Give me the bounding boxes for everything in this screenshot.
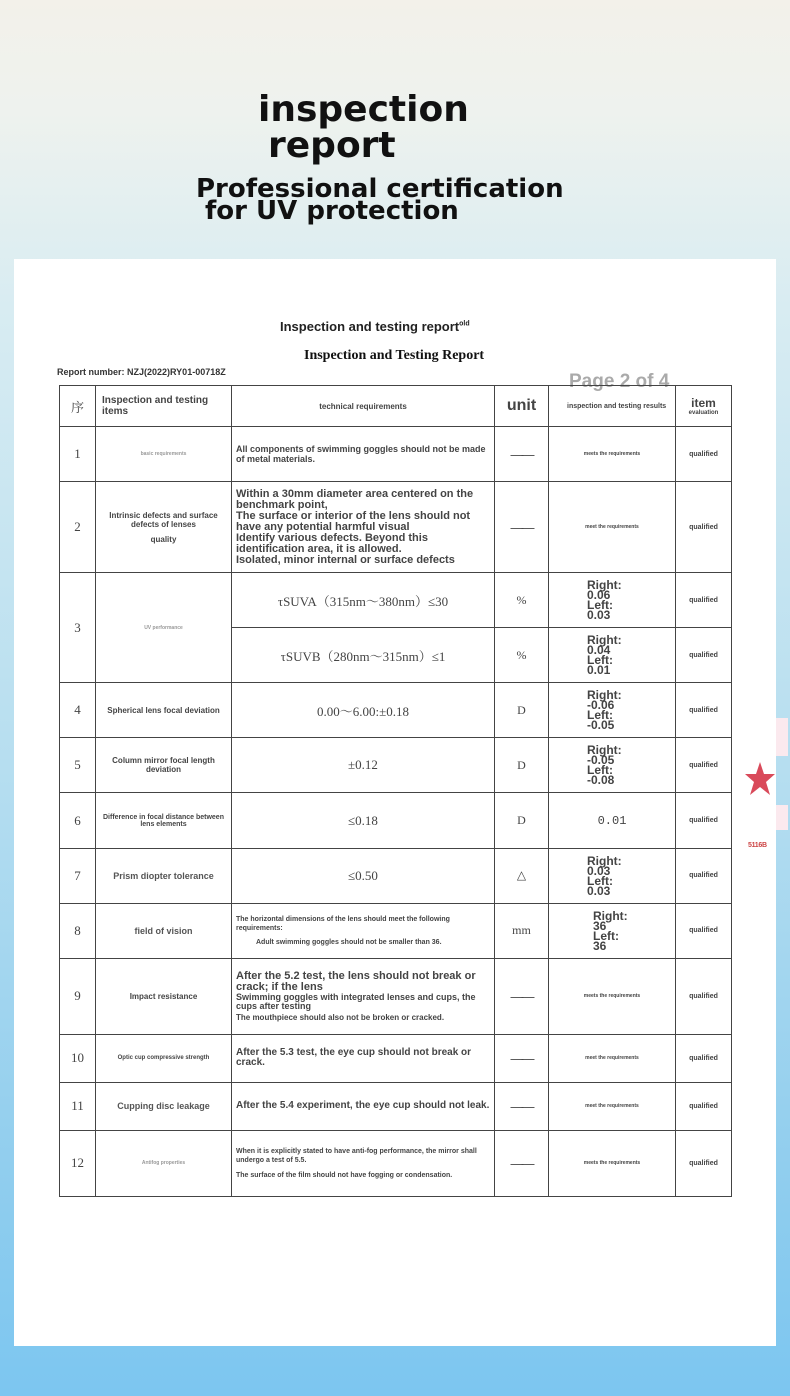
stamp-ribbon bbox=[776, 718, 788, 756]
req-line: Swimming goggles with integrated lenses and cups, the cups after testing bbox=[236, 991, 476, 1011]
result-right-value: 0.04 bbox=[587, 643, 611, 658]
header-items: Inspection and testing items bbox=[96, 386, 232, 427]
row-evaluation: qualified bbox=[676, 427, 732, 482]
table-row bbox=[60, 903, 732, 958]
row-result: 0.01 bbox=[549, 793, 676, 848]
document-title-superscript: old bbox=[459, 320, 470, 328]
req-line: After the 5.2 test, the lens should not break or crack; if the lens bbox=[236, 969, 476, 993]
req-line: Isolated, minor internal or surface defects bbox=[236, 553, 455, 566]
report-paper bbox=[14, 259, 776, 1346]
row-result bbox=[549, 683, 676, 738]
row-item: Spherical lens focal deviation bbox=[96, 683, 232, 738]
row-evaluation: qualified bbox=[676, 903, 732, 958]
row-requirement: ≤0.18 bbox=[232, 793, 495, 848]
header-seq: 序 bbox=[60, 386, 96, 427]
result-left-label: Left: bbox=[593, 928, 619, 943]
page-number: Page 2 of 4 bbox=[569, 371, 670, 392]
row-requirement: τSUVB（280nm～315nm）≤1 bbox=[232, 628, 495, 683]
row-item: Optic cup compressive strength bbox=[96, 1034, 232, 1082]
row-unit: —— bbox=[495, 482, 549, 573]
row-item: Difference in focal distance between lens elements bbox=[96, 793, 232, 848]
row-evaluation: qualified bbox=[676, 1130, 732, 1196]
row-result bbox=[549, 628, 676, 683]
row-unit: —— bbox=[495, 1130, 549, 1196]
row-seq: 1 bbox=[60, 427, 96, 482]
req-line: The mouthpiece should also not be broken or cracked. bbox=[236, 1012, 445, 1022]
req-line: The horizontal dimensions of the lens should meet the following requirements: bbox=[236, 915, 450, 932]
row-unit: —— bbox=[495, 427, 549, 482]
result-right-label: Right: bbox=[593, 908, 628, 923]
stamp-code: 5116B bbox=[748, 842, 767, 849]
result-right-value: 0.06 bbox=[587, 588, 611, 603]
row-result: meet the requirements bbox=[549, 1034, 676, 1082]
row-result: meet the requirements bbox=[549, 1082, 676, 1130]
row-requirement: ≤0.50 bbox=[232, 848, 495, 903]
table-row bbox=[60, 1034, 732, 1082]
row-evaluation: qualified bbox=[676, 628, 732, 683]
table-row bbox=[60, 1130, 732, 1196]
row-item: UV performance bbox=[96, 573, 232, 683]
row-seq: 11 bbox=[60, 1082, 96, 1130]
row-seq: 2 bbox=[60, 482, 96, 573]
row-evaluation: qualified bbox=[676, 573, 732, 628]
row-seq: 6 bbox=[60, 793, 96, 848]
row-unit: —— bbox=[495, 1034, 549, 1082]
row-seq: 10 bbox=[60, 1034, 96, 1082]
row-requirement bbox=[232, 482, 495, 573]
hero-title bbox=[258, 89, 558, 166]
row-seq: 8 bbox=[60, 903, 96, 958]
table-row bbox=[60, 482, 732, 573]
table-row bbox=[60, 573, 732, 628]
header-eval bbox=[676, 386, 732, 427]
row-item: Antifog properties bbox=[96, 1130, 232, 1196]
result-right-label: Right: bbox=[587, 578, 622, 593]
req-line: Identify various defects. Beyond this identification area, it is allowed. bbox=[236, 531, 428, 555]
row-requirement: After the 5.3 test, the eye cup should not break or crack. bbox=[232, 1034, 495, 1082]
req-line: Adult swimming goggles should not be smaller than 36. bbox=[256, 938, 442, 946]
row-unit: % bbox=[495, 628, 549, 683]
req-line: The surface of the film should not have fogging or condensation. bbox=[236, 1171, 453, 1179]
row-requirement bbox=[232, 903, 495, 958]
result-left-value: -0.05 bbox=[587, 718, 615, 733]
row-seq: 4 bbox=[60, 683, 96, 738]
inspection-table bbox=[59, 385, 732, 1197]
row-unit: —— bbox=[495, 1082, 549, 1130]
row-result: meets the requirements bbox=[549, 427, 676, 482]
result-right-label: Right: bbox=[587, 853, 622, 868]
row-result: meets the requirements bbox=[549, 958, 676, 1034]
row-unit: mm bbox=[495, 903, 549, 958]
hero-subtitle-line1: Professional certification bbox=[196, 174, 564, 204]
row-item: basic requirements bbox=[96, 427, 232, 482]
hero-subtitle bbox=[196, 174, 616, 226]
row-unit: % bbox=[495, 573, 549, 628]
result-left-value: -0.08 bbox=[587, 773, 615, 788]
row-seq: 9 bbox=[60, 958, 96, 1034]
row-unit: D bbox=[495, 738, 549, 793]
row-requirement bbox=[232, 1130, 495, 1196]
report-number: Report number: NZJ(2022)RY01-00718Z bbox=[57, 367, 226, 377]
result-right-value: 36 bbox=[593, 918, 607, 933]
row-item: Impact resistance bbox=[96, 958, 232, 1034]
table-row bbox=[60, 958, 732, 1034]
header-eval-sub: evaluation bbox=[688, 410, 719, 417]
document-title bbox=[280, 319, 470, 334]
result-left-value: 0.03 bbox=[587, 883, 611, 898]
row-evaluation: qualified bbox=[676, 958, 732, 1034]
row-result bbox=[549, 573, 676, 628]
row-result bbox=[549, 903, 676, 958]
row-seq: 7 bbox=[60, 848, 96, 903]
row-item: Column mirror focal length deviation bbox=[96, 738, 232, 793]
row-evaluation: qualified bbox=[676, 1082, 732, 1130]
result-right-label: Right: bbox=[587, 743, 622, 758]
result-left-label: Left: bbox=[587, 653, 613, 668]
row-seq: 3 bbox=[60, 573, 96, 683]
row-evaluation: qualified bbox=[676, 848, 732, 903]
table-row bbox=[60, 793, 732, 848]
result-left-label: Left: bbox=[587, 763, 613, 778]
hero-subtitle-line2: for UV protection bbox=[205, 196, 459, 226]
result-left-value: 0.03 bbox=[587, 608, 611, 623]
req-line: The surface or interior of the lens should not have any potential harmful visual bbox=[236, 509, 471, 533]
row-evaluation: qualified bbox=[676, 793, 732, 848]
row-unit: △ bbox=[495, 848, 549, 903]
header-results: inspection and testing results bbox=[549, 386, 676, 427]
result-left-value: 36 bbox=[593, 938, 607, 953]
row-item: Prism diopter tolerance bbox=[96, 848, 232, 903]
result-right-label: Right: bbox=[587, 633, 622, 648]
result-right-value: 0.03 bbox=[587, 863, 611, 878]
req-line: Within a 30mm diameter area centered on the benchmark point, bbox=[236, 487, 474, 511]
row-result: meets the requirements bbox=[549, 1130, 676, 1196]
hero-title-line1: inspection bbox=[258, 89, 469, 130]
table-row bbox=[60, 738, 732, 793]
row-result bbox=[549, 848, 676, 903]
row-requirement: τSUVA（315nm～380nm）≤30 bbox=[232, 573, 495, 628]
row-seq: 12 bbox=[60, 1130, 96, 1196]
table-row bbox=[60, 683, 732, 738]
row-requirement: After the 5.4 experiment, the eye cup should not leak. bbox=[232, 1082, 495, 1130]
row-result: meet the requirements bbox=[549, 482, 676, 573]
hero-title-line2: report bbox=[268, 125, 396, 166]
row-item: field of vision bbox=[96, 903, 232, 958]
row-result bbox=[549, 738, 676, 793]
row-requirement: ±0.12 bbox=[232, 738, 495, 793]
result-left-value: 0.01 bbox=[587, 663, 611, 678]
row-item-text: Intrinsic defects and surface defects of lenses bbox=[109, 510, 218, 529]
result-right-value: -0.05 bbox=[587, 753, 615, 768]
row-unit: —— bbox=[495, 958, 549, 1034]
result-right-value: -0.06 bbox=[587, 698, 615, 713]
row-item bbox=[96, 482, 232, 573]
table-row bbox=[60, 427, 732, 482]
table-header-row bbox=[60, 386, 732, 427]
table-row bbox=[60, 848, 732, 903]
row-evaluation: qualified bbox=[676, 738, 732, 793]
row-evaluation: qualified bbox=[676, 683, 732, 738]
result-left-label: Left: bbox=[587, 708, 613, 723]
table-row bbox=[60, 1082, 732, 1130]
row-unit: D bbox=[495, 793, 549, 848]
req-line: When it is explicitly stated to have anti-fog performance, the mirror shall undergo a test of 5.5. bbox=[236, 1147, 477, 1164]
stamp-ribbon bbox=[776, 805, 788, 830]
row-requirement: All components of swimming goggles should not be made of metal materials. bbox=[232, 427, 495, 482]
row-evaluation: qualified bbox=[676, 1034, 732, 1082]
row-item: Cupping disc leakage bbox=[96, 1082, 232, 1130]
row-seq: 5 bbox=[60, 738, 96, 793]
document-title-secondary: Inspection and Testing Report bbox=[304, 348, 485, 363]
document-title-text: Inspection and testing report bbox=[280, 319, 460, 334]
header-eval-main: item bbox=[691, 396, 716, 411]
red-star-stamp-icon bbox=[745, 760, 775, 820]
row-unit: D bbox=[495, 683, 549, 738]
row-evaluation: qualified bbox=[676, 482, 732, 573]
header-tech: technical requirements bbox=[232, 386, 495, 427]
header-unit: unit bbox=[495, 386, 549, 427]
row-requirement bbox=[232, 958, 495, 1034]
row-requirement: 0.00～6.00:±0.18 bbox=[232, 683, 495, 738]
result-right-label: Right: bbox=[587, 688, 622, 703]
result-left-label: Left: bbox=[587, 598, 613, 613]
result-left-label: Left: bbox=[587, 873, 613, 888]
row-item-sub: quality bbox=[150, 534, 177, 544]
